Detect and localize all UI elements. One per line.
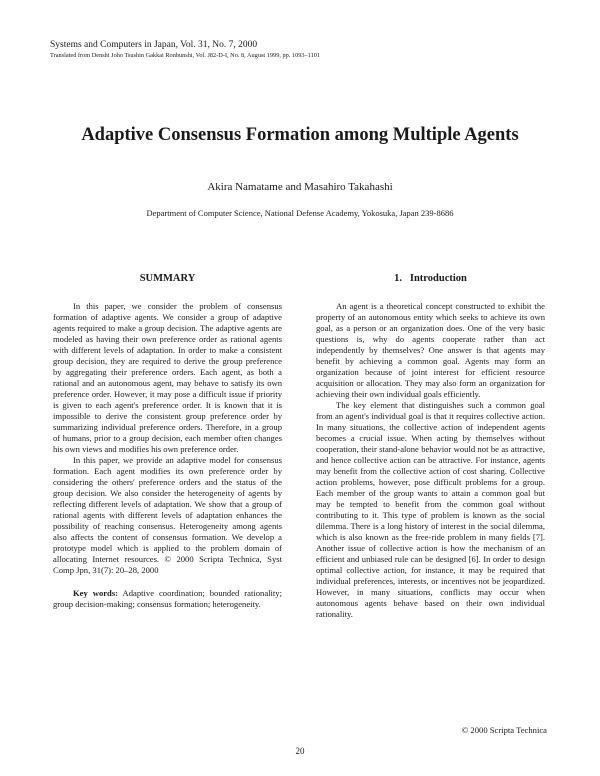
summary-heading: SUMMARY [139, 273, 196, 284]
translation-source: Translated from Denshi Joho Tsushin Gakkai Ronbunshi, Vol. J82-D-I, No. 8, August 1999, pp. 1093–1101 [50, 52, 321, 59]
affiliation: Department of Computer Science, National Defense Academy, Yokosuka, Japan 239-8686 [146, 208, 454, 218]
journal-citation: Systems and Computers in Japan, Vol. 31, No. 7, 2000 [50, 40, 258, 50]
keywords-text: Adaptive coordination; bounded rationality; group decision-making; consensus formation; heterogeneity. [53, 588, 282, 609]
authors: Akira Namatame and Masahiro Takahashi [207, 181, 393, 193]
summary-paragraph: In this paper, we provide an adaptive model for consensus formation. Each agent modifies its own preference order by considering the others' preference orders and the status of the group decision. We also consider the heterogeneity of agents by reflecting different levels of adaptation. We show that a group of rational agents with different levels of adaptation enhances the possibility of reaching consensus. Heterogeneity among agents also affects the content of consensus formation. We develop a prototype model which is applied to the problem domain of allocating Internet resources. © 2000 Scripta Technica, Syst Comp Jpn, 31(7): 20–28, 2000 [53, 455, 282, 575]
introduction-column [316, 272, 545, 620]
paper-title: Adaptive Consensus Formation among Multiple Agents [81, 125, 519, 145]
copyright-notice: © 2000 Scripta Technica [461, 725, 547, 735]
page-number: 20 [295, 746, 305, 756]
introduction-heading: 1. Introduction [394, 273, 467, 284]
introduction-paragraph: The key element that distinguishes such a common goal from an agent's individual goal is that it requires collective action. In many situations, the collective action of independent agents becomes a crucial issue. When acting by themselves without cooperation, their stand-alone behavior would not be as attractive, and hence collective action can be attractive. For instance, agents may benefit from the collective action of cost sharing. Collective action problems, however, pose difficult problems for a group. Each member of the group wants to attain a common goal but may be tempted to benefit from the common goal without contributing to it. This type of problem is known as the social dilemma. There is a long history of interest in the social dilemma, which is also known as the free-ride problem in many fields [7]. Another issue of collective action is how the mechanism of an efficient and unbiased rule can be designed [6]. In order to design optimal collective action, for instance, it may be required that individual preferences, interests, or incentives not be jeopardized. However, in many situations, conflicts may occur when autonomous agents behave based on their own individual rationality. [316, 400, 545, 619]
keywords [53, 588, 282, 610]
summary-column [53, 272, 282, 610]
keywords-label: Key words: [73, 588, 119, 598]
introduction-paragraph: An agent is a theoretical concept constructed to exhibit the property of an autonomous entity which seeks to achieve its own goal, as a person or an organization does. One of the very basic questions is, why do agents cooperate rather than act independently by themselves? One answer is that agents may benefit by achieving a common goal. Agents may form an organization because of joint interest for efficient resource acquisition or allocation. They may also form an organization for achieving their own individual goals efficiently. [316, 301, 545, 399]
summary-paragraph: In this paper, we consider the problem of consensus formation of adaptive agents. We consider a group of adaptive agents required to make a group decision. The adaptive agents are modeled as having their own preference order as rational agents with different levels of adaptation. In order to make a consistent group decision, they are required to derive the group preference by aggregating their preference orders. Each agent, as both a rational and an autonomous agent, may behave to satisfy its own preference order. However, it may pose a difficult issue if priority is given to each agent's preference order. It is known that it is impossible to derive the consistent group preference order by summarizing individual preference orders. Therefore, in a group of humans, prior to a group decision, each member often changes his own views and modifies his own preference order. [53, 301, 282, 454]
